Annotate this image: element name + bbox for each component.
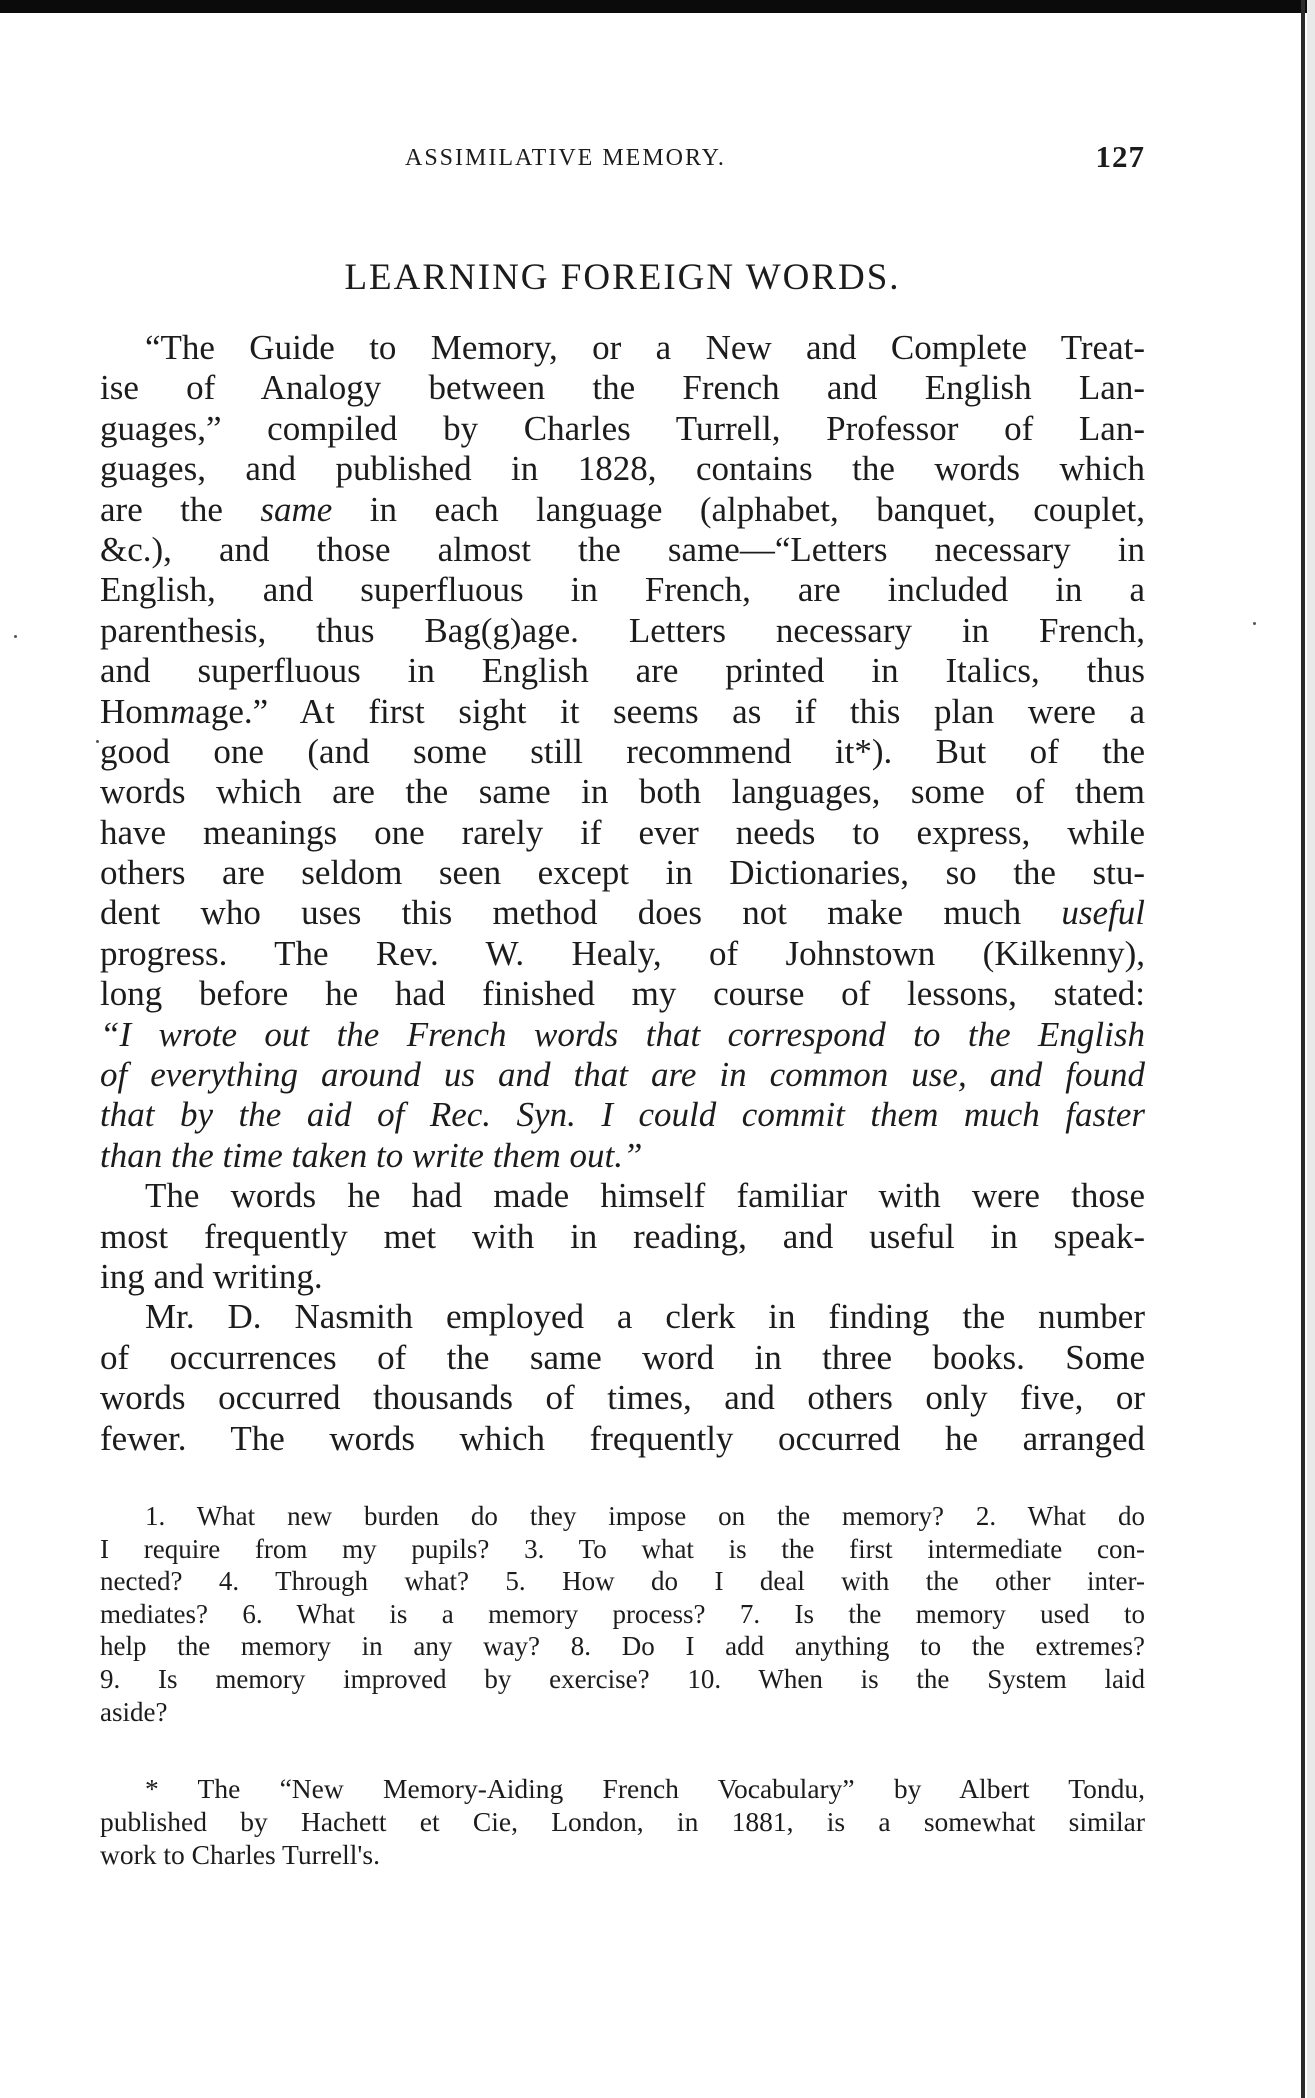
text-line: good one (and some still recommend it*). But of the	[100, 731, 1145, 771]
scan-right-margin	[1307, 0, 1315, 2098]
text-run: dent who uses this method does not make much	[100, 893, 1062, 933]
italic-run: useful	[1061, 893, 1145, 933]
body-text	[100, 328, 1145, 1459]
scan-speck	[1253, 622, 1256, 625]
text-run: Hom	[100, 691, 170, 731]
text-line: words which are the same in both languages, some of them	[100, 772, 1145, 812]
footnote-line: published by Hachett et Cie, London, in 1881, is a somewhat similar	[100, 1806, 1145, 1837]
italic-run: m	[170, 691, 196, 731]
text-line	[100, 692, 1145, 732]
text-line: long before he had finished my course of lessons, stated:	[100, 974, 1145, 1014]
question-line: I require from my pupils? 3. To what is the first intermediate con-	[100, 1533, 1145, 1564]
text-line: Mr. D. Nasmith employed a clerk in finding the number	[145, 1297, 1145, 1337]
text-run: in each language (alphabet, banquet, couplet,	[332, 489, 1145, 529]
text-line: and superfluous in English are printed in Italics, thus	[100, 651, 1145, 691]
text-run: are the	[100, 489, 261, 529]
review-questions	[100, 1500, 1145, 1728]
text-line	[100, 490, 1145, 530]
quote-line: of everything around us and that are in common use, and found	[100, 1055, 1145, 1095]
text-line: most frequently met with in reading, and useful in speak-	[100, 1216, 1145, 1256]
text-line: “The Guide to Memory, or a New and Complete Treat-	[145, 328, 1145, 367]
footnote	[100, 1772, 1145, 1871]
text-line: progress. The Rev. W. Healy, of Johnstown (Kilkenny),	[100, 933, 1145, 973]
scan-speck	[96, 740, 99, 743]
scan-speck	[14, 635, 17, 638]
page-number: 127	[1095, 139, 1145, 174]
text-run: age.” At first sight it seems as if this plan were a	[195, 691, 1145, 731]
question-line: aside?	[100, 1696, 168, 1727]
text-line: English, and superfluous in French, are included in a	[100, 570, 1145, 610]
text-line: guages,” compiled by Charles Turrell, Professor of Lan-	[100, 408, 1145, 448]
text-line: ise of Analogy between the French and English Lan-	[100, 368, 1145, 408]
text-line: fewer. The words which frequently occurred he arranged	[100, 1418, 1145, 1458]
text-line	[100, 893, 1145, 933]
scan-right-edge	[1301, 0, 1305, 2098]
quote-line: that by the aid of Rec. Syn. I could commit them much faster	[100, 1095, 1145, 1135]
running-title: ASSIMILATIVE MEMORY.	[405, 145, 726, 171]
question-line: 1. What new burden do they impose on the memory? 2. What do	[145, 1501, 1145, 1531]
quote-line: than the time taken to write them out.”	[100, 1135, 643, 1175]
question-line: help the memory in any way? 8. Do I add anything to the extremes?	[100, 1631, 1145, 1662]
section-title: LEARNING FOREIGN WORDS.	[344, 257, 901, 298]
text-line: ing and writing.	[100, 1256, 323, 1296]
text-line: of occurrences of the same word in three books. Some	[100, 1337, 1145, 1377]
text-line: guages, and published in 1828, contains the words which	[100, 449, 1145, 489]
quote-line: “I wrote out the French words that correspond to the English	[100, 1014, 1145, 1054]
text-line: have meanings one rarely if ever needs to express, while	[100, 812, 1145, 852]
question-line: 9. Is memory improved by exercise? 10. When is the System laid	[100, 1663, 1145, 1694]
italic-run: same	[260, 489, 333, 529]
text-line: parenthesis, thus Bag(g)age. Letters necessary in French,	[100, 610, 1145, 650]
text-line: words occurred thousands of times, and others only five, or	[100, 1378, 1145, 1418]
text-line: &c.), and those almost the same—“Letters necessary in	[100, 529, 1145, 569]
text-line: The words he had made himself familiar with were those	[145, 1176, 1145, 1216]
question-line: nected? 4. Through what? 5. How do I deal with the other inter-	[100, 1566, 1145, 1597]
footnote-line: work to Charles Turrell's.	[100, 1839, 380, 1870]
footnote-line: * The “New Memory-Aiding French Vocabulary” by Albert Tondu,	[145, 1773, 1145, 1804]
running-head	[100, 139, 1145, 185]
scan-top-edge	[0, 0, 1315, 13]
text-line: others are seldom seen except in Dictionaries, so the stu-	[100, 853, 1145, 893]
question-line: mediates? 6. What is a memory process? 7. Is the memory used to	[100, 1598, 1145, 1629]
